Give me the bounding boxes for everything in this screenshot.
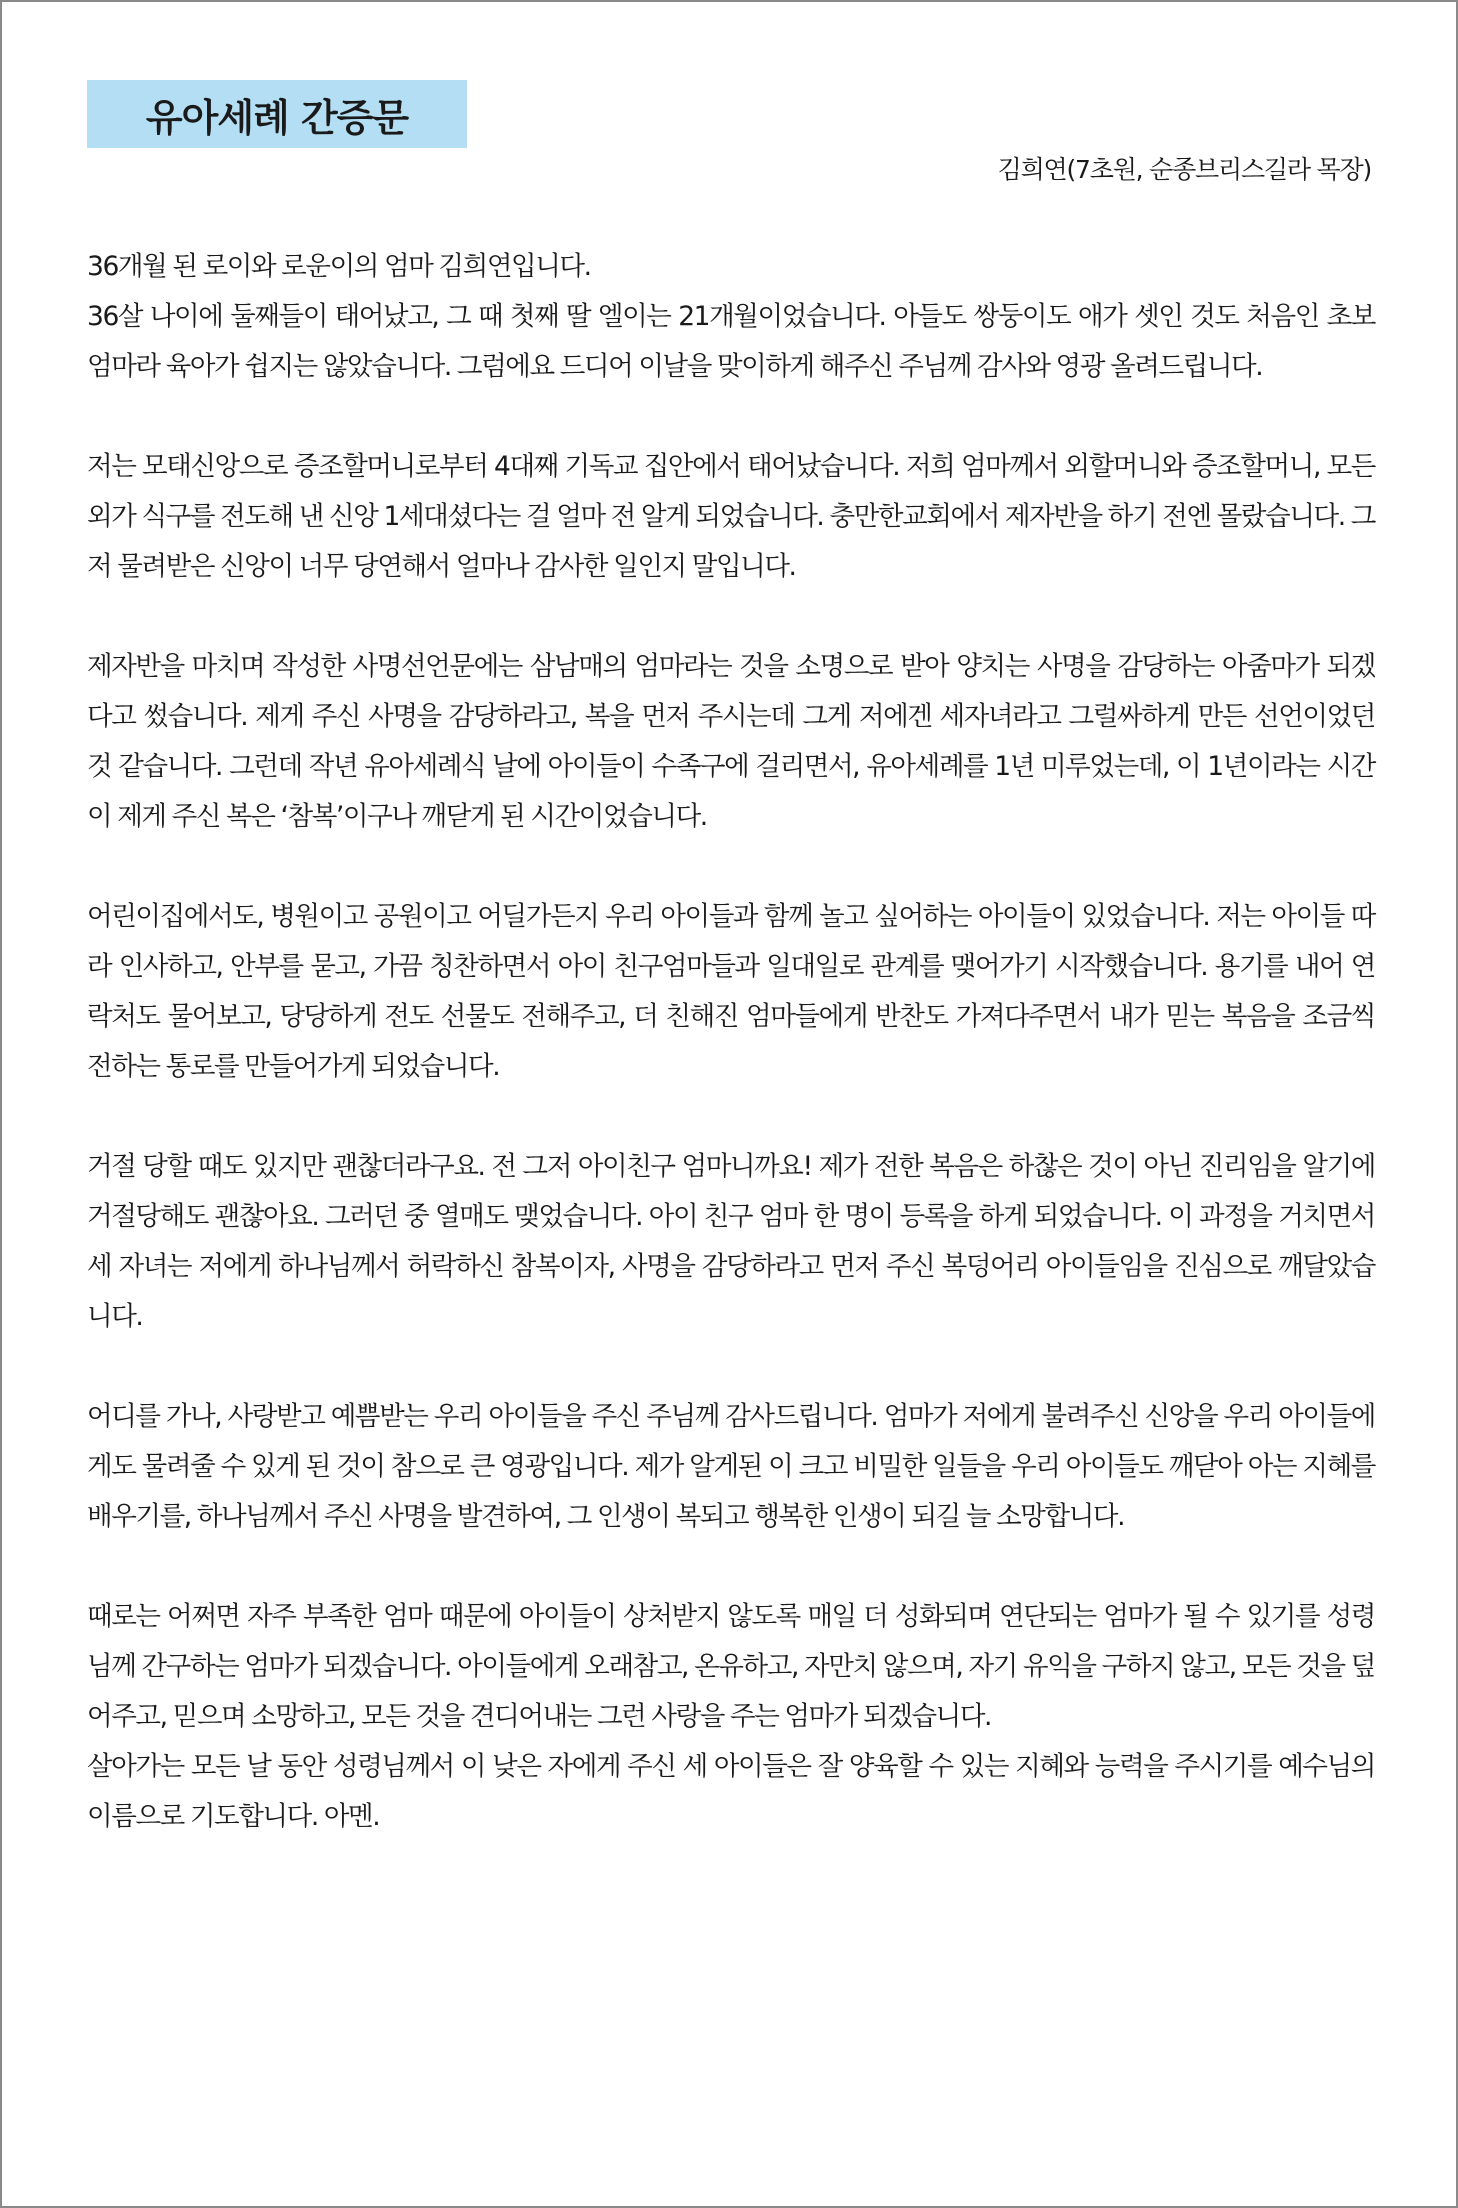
- document-title: 유아세례 간증문: [145, 95, 409, 140]
- paragraph-line: 36개월 된 로이와 로운이의 엄마 김희연입니다.: [87, 251, 591, 282]
- paragraph-7: [87, 1592, 1375, 1842]
- paragraph-line: 살아가는 모든 날 동안 성령님께서 이 낮은 자에게 주신 세 아이들은 잘 양육할 수 있는 지혜와 능력을 주시기를 예수님의 이름으로 기도합니다. 아멘.: [87, 1751, 1375, 1832]
- paragraph-line: 어린이집에서도, 병원이고 공원이고 어딜가든지 우리 아이들과 함께 놀고 싶어하는 아이들이 있었습니다. 저는 아이들 따라 인사하고, 안부를 묻고, 가끔 칭찬하면서 아이 친구엄마들과 일대일로 관계를 맺어가기 시작했습니다. 용기를 내어 연락처도 물어보고, 당당하게 전도 선물도 전해주고, 더 친해진 엄마들에게 반찬도 가져다주면서 내가 믿는 복음을 조금씩 전하는 통로를 만들어가게 되었습니다.: [87, 901, 1375, 1082]
- paragraph-3: [87, 642, 1375, 842]
- paragraph-line: 제자반을 마치며 작성한 사명선언문에는 삼남매의 엄마라는 것을 소명으로 받아 양치는 사명을 감당하는 아줌마가 되겠다고 썼습니다. 제게 주신 사명을 감당하라고, 복을 먼저 주시는데 그게 저에겐 세자녀라고 그럴싸하게 만든 선언이었던 것 같습니다. 그런데 작년 유아세례식 날에 아이들이 수족구에 걸리면서, 유아세례를 1년 미루었는데, 이 1년이라는 시간이 제게 주신 복은 ‘참복’이구나 깨닫게 된 시간이었습니다.: [87, 651, 1375, 832]
- paragraph-line: 거절 당할 때도 있지만 괜찮더라구요. 전 그저 아이친구 엄마니까요! 제가 전한 복음은 하찮은 것이 아닌 진리임을 알기에 거절당해도 괜찮아요. 그러던 중 열매도 맺었습니다. 아이 친구 엄마 한 명이 등록을 하게 되었습니다. 이 과정을 거치면서 세 자녀는 저에게 하나님께서 허락하신 참복이자, 사명을 감당하라고 먼저 주신 복덩어리 아이들임을 진심으로 깨달았습니다.: [87, 1151, 1375, 1332]
- paragraph-5: [87, 1142, 1375, 1342]
- paragraph-line: 어디를 가나, 사랑받고 예쁨받는 우리 아이들을 주신 주님께 감사드립니다. 엄마가 저에게 불려주신 신앙을 우리 아이들에게도 물려줄 수 있게 된 것이 참으로 큰 영광입니다. 제가 알게된 이 크고 비밀한 일들을 우리 아이들도 깨닫아 아는 지혜를 배우기를, 하나님께서 주신 사명을 발견하여, 그 인생이 복되고 행복한 인생이 되길 늘 소망합니다.: [87, 1401, 1375, 1532]
- title-banner: [87, 80, 467, 148]
- paragraph-1: [87, 242, 1375, 392]
- paragraph-line: 36살 나이에 둘째들이 태어났고, 그 때 첫째 딸 엘이는 21개월이었습니다. 아들도 쌍둥이도 애가 셋인 것도 처음인 초보 엄마라 육아가 쉽지는 않았습니다. 그럼에요 드디어 이날을 맞이하게 해주신 주님께 감사와 영광 올려드립니다.: [87, 301, 1375, 382]
- paragraph-4: [87, 892, 1375, 1092]
- author-line: 김희연(7초원, 순종브리스길라 목장): [997, 155, 1371, 184]
- paragraph-6: [87, 1392, 1375, 1542]
- paragraph-2: [87, 442, 1375, 592]
- testimony-body: [87, 242, 1375, 1842]
- paragraph-line: 때로는 어쩌면 자주 부족한 엄마 때문에 아이들이 상처받지 않도록 매일 더 성화되며 연단되는 엄마가 될 수 있기를 성령님께 간구하는 엄마가 되겠습니다. 아이들에게 오래참고, 온유하고, 자만치 않으며, 자기 유익을 구하지 않고, 모든 것을 덮어주고, 믿으며 소망하고, 모든 것을 견디어내는 그런 사랑을 주는 엄마가 되겠습니다.: [87, 1601, 1375, 1732]
- paragraph-line: 저는 모태신앙으로 증조할머니로부터 4대째 기독교 집안에서 태어났습니다. 저희 엄마께서 외할머니와 증조할머니, 모든 외가 식구를 전도해 낸 신앙 1세대셨다는 걸 얼마 전 알게 되었습니다. 충만한교회에서 제자반을 하기 전엔 몰랐습니다. 그저 물려받은 신앙이 너무 당연해서 얼마나 감사한 일인지 말입니다.: [87, 451, 1375, 582]
